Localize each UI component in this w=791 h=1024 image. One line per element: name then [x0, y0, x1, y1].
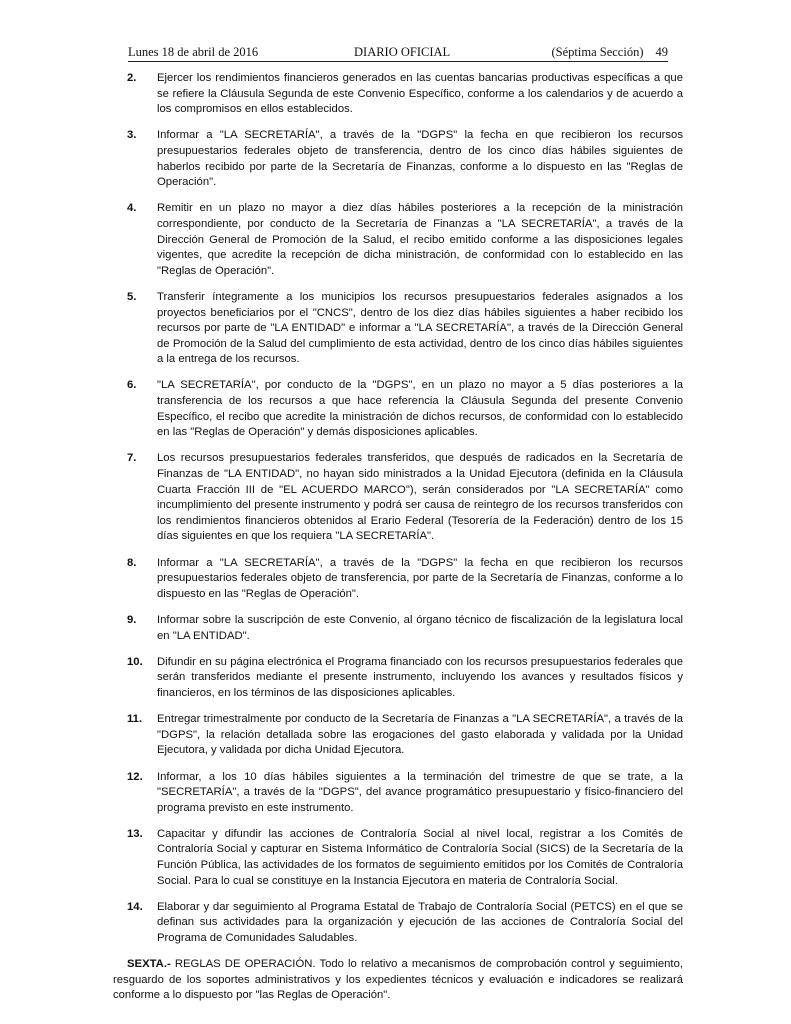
item-number: 14.	[127, 900, 143, 913]
item-text: Informar sobre la suscripción de este Convenio, al órgano técnico de fiscalización de la legislatura local en "LA ENTIDAD".	[157, 613, 683, 642]
item-text: Elaborar y dar seguimiento al Programa Estatal de Trabajo de Contraloría Social (PETCS) en el que se definan sus actividades para la organización y ejecución de las acciones de Contraloría Social del Programa de Comunidades Saludables.	[157, 900, 683, 945]
item-number: 4.	[127, 202, 137, 215]
header-rule	[128, 61, 668, 62]
item-number: 5.	[127, 290, 137, 303]
list-item	[113, 613, 683, 644]
sexta-text: REGLAS DE OPERACIÓN. Todo lo relativo a mecanismos de comprobación control y seguimiento, resguardo de los soportes administrativos y los expedientes técnicos y evaluación e indicadores se realizará conforme a lo dispuesto por "las Reglas de Operación".	[113, 958, 683, 1002]
list-item	[113, 451, 683, 545]
item-number: 13.	[127, 827, 143, 840]
list-item	[113, 128, 683, 190]
page-header	[128, 44, 668, 60]
item-number: 2.	[127, 72, 137, 84]
item-number: 12.	[127, 770, 143, 783]
list-item	[113, 290, 683, 368]
item-number: 9.	[127, 613, 137, 626]
document-body	[113, 71, 683, 1015]
list-item	[113, 71, 683, 118]
item-text: "LA SECRETARÍA", por conducto de la "DGPS", en un plazo no mayor a 5 días posteriores a la transferencia de los recursos a que hace referencia la Cláusula Segunda del presente Convenio Específico, el recibo que acredite la ministración de dichos recursos, de conformidad con lo establecido en las "Reglas de Operación" y demás disposiciones aplicables.	[157, 379, 683, 439]
sexta-label: SEXTA.-	[127, 958, 171, 971]
item-number: 11.	[127, 713, 143, 726]
item-number: 8.	[127, 556, 137, 569]
item-text: Entregar trimestralmente por conducto de la Secretaría de Finanzas a "LA SECRETARÍA", a través de la "DGPS", la relación detallada sobre las erogaciones del gasto elaborada y validada por la Unidad Ejecutora, y validada por dicha Unidad Ejecutora.	[157, 713, 683, 757]
item-text: Ejercer los rendimientos financieros generados en las cuentas bancarias productivas específicas a que se refiere la Cláusula Segunda de este Convenio Específico, conforme a los calendarios y de acuerdo a los compromisos en ellos establecidos.	[157, 72, 683, 116]
list-item	[113, 770, 683, 817]
header-section	[552, 44, 669, 60]
page-number: 49	[655, 45, 668, 59]
item-number: 6.	[127, 379, 137, 392]
list-item	[113, 900, 683, 947]
list-item	[113, 712, 683, 759]
item-text: Informar a "LA SECRETARÍA", a través de la "DGPS" la fecha en que recibieron los recursos presupuestarios federales objeto de transferencia, dentro de los cinco días hábiles siguientes de haberlos recibido por parte de la Secretaría de Finanzas, conforme a lo dispuesto en las "Reglas de Operación".	[157, 129, 683, 189]
header-section-label: (Séptima Sección)	[551, 45, 644, 59]
item-text: Los recursos presupuestarios federales transferidos, que después de radicados en la Secretaría de Finanzas de "LA ENTIDAD", no hayan sido ministrados a la Unidad Ejecutora (definida en la Cláusula Cuarta Fracción III de "EL ACUERDO MARCO"), serán considerados por "LA SECRETARÍA" como incumplimiento del presente instrumento y podrá ser causa de reintegro de los recursos transferidos con los rendimientos financieros obtenidos al Erario Federal (Tesorería de la Federación) dentro de los 15 días siguientes en que los requiera "LA SECRETARÍA".	[157, 452, 683, 543]
item-number: 10.	[127, 655, 143, 668]
item-text: Informar, a los 10 días hábiles siguientes a la terminación del trimestre de que se trate, a la "SECRETARÍA", a través de la "DGPS", del avance programático presupuestario y físico-financiero del programa previsto en este instrumento.	[157, 770, 683, 814]
list-item	[113, 655, 683, 702]
item-text: Transferir íntegramente a los municipios los recursos presupuestarios federales asignados a los proyectos beneficiarios por el "CNCS", dentro de los diez días hábiles siguientes a haber recibido los recursos por parte de "LA ENTIDAD" e informar a "LA SECRETARÍA", a través de la Dirección General de Promoción de la Salud del cumplimiento de esta actividad, dentro de los cinco días hábiles siguientes a la entrega de los recursos.	[157, 290, 683, 366]
item-text: Informar a "LA SECRETARÍA", a través de la "DGPS" la fecha en que recibieron los recursos presupuestarios federales objeto de transferencia, por parte de la Secretaría de Finanzas, conforme a lo dispuesto en las "Reglas de Operación".	[157, 556, 683, 600]
list-item	[113, 556, 683, 603]
item-text: Remitir en un plazo no mayor a diez días hábiles posteriores a la recepción de la ministración correspondiente, por conducto de la Secretaría de Finanzas a "LA SECRETARÍA", a través de la Dirección General de Promoción de la Salud, el recibo emitido conforme a las disposiciones legales vigentes, que acredite la recepción de dicha ministración, de conformidad con lo establecido en las "Reglas de Operación".	[157, 202, 683, 277]
item-number: 7.	[127, 452, 137, 465]
item-text: Difundir en su página electrónica el Programa financiado con los recursos presupuestarios federales que serán transferidos mediante el presente instrumento, incluyendo los avances y resultados físicos y financieros, en los términos de las disposiciones aplicables.	[157, 655, 683, 699]
item-number: 3.	[127, 129, 137, 142]
sexta-clause	[113, 957, 683, 1004]
list-item	[113, 201, 683, 279]
header-title: DIARIO OFICIAL	[354, 45, 451, 59]
item-text: Capacitar y difundir las acciones de Contraloría Social al nivel local, registrar a los Comités de Contraloría Social y capturar en Sistema Informático de Contraloría Social (SICS) de la Secretaría de la Función Pública, las actividades de los formatos de seguimiento emitidos por los Comités de Contraloría Social. Para lo cual se constituye en la Instancia Ejecutora en materia de Contraloría Social.	[157, 827, 683, 887]
header-date: Lunes 18 de abril de 2016	[128, 45, 259, 59]
list-item	[113, 378, 683, 440]
list-item	[113, 827, 683, 889]
obligations-list	[113, 71, 683, 947]
